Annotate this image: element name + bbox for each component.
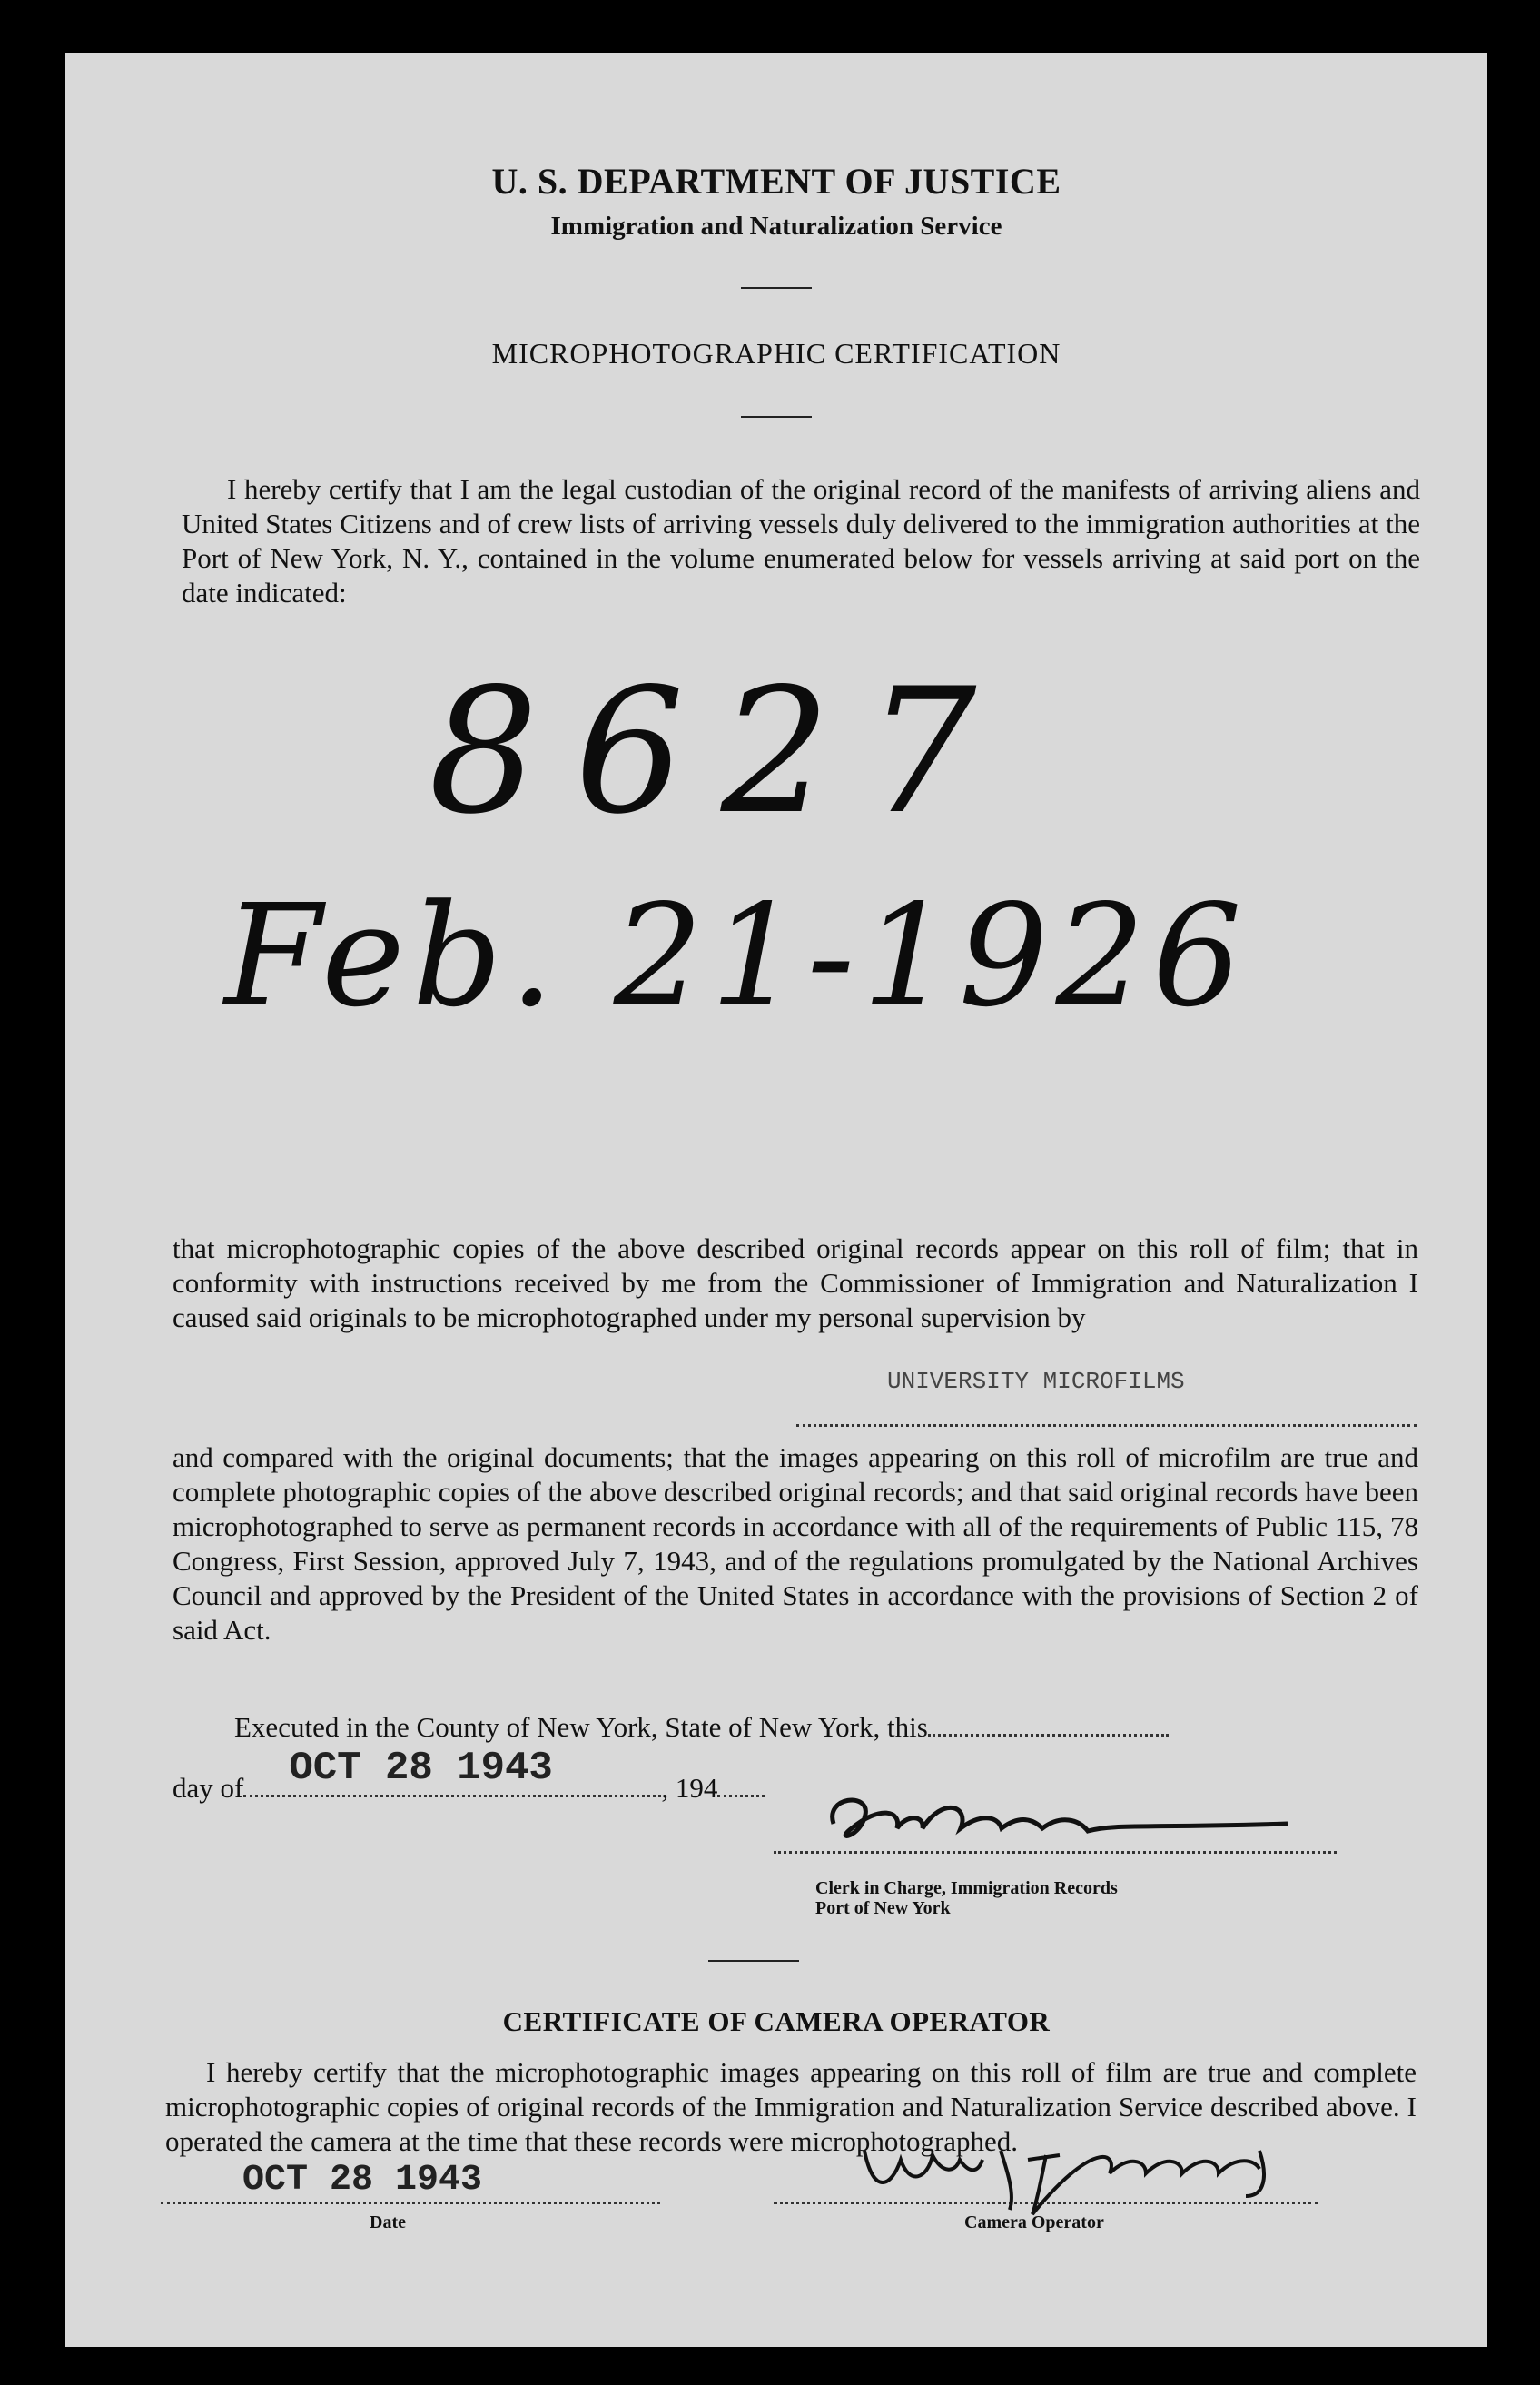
- certification-body-part2: and compared with the original documents; that the images appearing on this roll of microfilm are true and complete photographic copies of the above described original records; and that said original records have been microphotographed to serve as permanent records in accordance with all of the requirements of Public 115, 78 Congress, First Session, approved July 7, 1943, and of the regulations promulgated by the National Archives Council and approved by the President of the United States in accordance with the provisions of Section 2 of said Act.: [173, 1441, 1418, 1646]
- divider-bottom: [708, 1960, 799, 1962]
- year-prefix: , 194: [661, 1772, 718, 1804]
- camera-operator-heading: CERTIFICATE OF CAMERA OPERATOR: [502, 2005, 1051, 2037]
- executed-line: [234, 1710, 1169, 1745]
- clerk-title: [815, 1878, 1118, 1918]
- form-title: MICROPHOTOGRAPHIC CERTIFICATION: [491, 337, 1061, 370]
- executed-date-stamp: OCT 28 1943: [289, 1746, 553, 1791]
- certification-intro: I hereby certify that I am the legal custodian of the original record of the manifests of arriving aliens and United States Citizens and of crew lists of arriving vessels duly delivered to the immigration authorities at the Port of New York, N. Y., contained in the volume enumerated below for vessels arriving at said port on the date indicated:: [182, 473, 1420, 609]
- executed-date-line: [243, 1746, 661, 1797]
- date-label: Date: [370, 2212, 406, 2232]
- photographer-stamp: UNIVERSITY MICROFILMS: [887, 1368, 1185, 1395]
- clerk-signature: [815, 1787, 1288, 1851]
- camera-operator-text: I hereby certify that the microphotographic images appearing on this roll of film are true and complete microphotographic copies of original records of the Immigration and Naturalization Service described above. I operated the camera at the time that these records were microphotographed.: [165, 2056, 1417, 2157]
- day-of-label: day of: [173, 1772, 244, 1804]
- executed-text: Executed in the County of New York, State of New York, this: [234, 1711, 928, 1743]
- day-of-line: [173, 1746, 765, 1806]
- certification-body-part1: that microphotographic copies of the above described original records appear on this roll of film; that in conformity with instructions received by me from the Commissioner of Immigration and Naturalization I caused said originals to be microphotographed under my personal supervision by: [173, 1232, 1418, 1333]
- camera-operator-signature: [855, 2123, 1291, 2223]
- photographer-dotted-line: [796, 1397, 1417, 1427]
- service-subheading: Immigration and Naturalization Service: [550, 212, 1002, 241]
- executed-day-line: [928, 1714, 1169, 1737]
- divider-top: [741, 287, 812, 289]
- divider-middle: [741, 416, 812, 418]
- certificate-sheet: [65, 53, 1487, 2347]
- year-dotted-line: [717, 1775, 765, 1797]
- camera-operator-label: Camera Operator: [964, 2212, 1104, 2232]
- clerk-title-line1: Clerk in Charge, Immigration Records: [815, 1878, 1118, 1898]
- operator-date-stamp: OCT 28 1943: [242, 2160, 483, 2201]
- handwritten-volume-date: Feb. 21-1926: [224, 874, 1249, 1038]
- department-heading: U. S. DEPARTMENT OF JUSTICE: [491, 161, 1061, 202]
- handwritten-volume-number: 8627: [429, 651, 1013, 852]
- clerk-title-line2: Port of New York: [815, 1898, 951, 1918]
